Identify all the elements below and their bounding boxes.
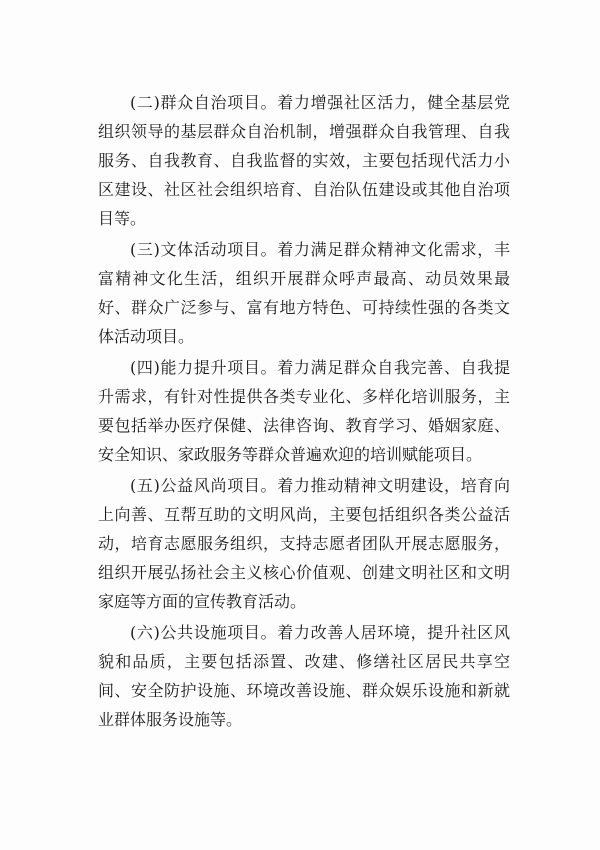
paragraph-capacity-building: (四)能力提升项目。着力满足群众自我完善、自我提升需求，有针对性提供各类专业化、多样化培训服务，主要包括举办医疗保健、法律咨询、教育学习、婚姻家庭、安全知识、家政服务等群众普遍欢迎的培训赋能项目。 (98, 358, 510, 464)
paragraph-cultural-sports: (三)文体活动项目。着力满足群众精神文化需求，丰富精神文化生活，组织开展群众呼声最高、动员效果最好、群众广泛参与、富有地方特色、可持续性强的各类文体活动项目。 (98, 240, 510, 346)
document-body (98, 88, 510, 736)
paragraph-public-welfare: (五)公益风尚项目。着力推动精神文明建设，培育向上向善、互帮互助的文明风尚，主要包括组织各类公益活动，培育志愿服务组织，支持志愿者团队开展志愿服务，组织开展弘扬社会主义核心价值观、创建文明社区和文明家庭等方面的宣传教育活动。 (98, 476, 510, 611)
paragraph-mass-autonomy: (二)群众自治项目。着力增强社区活力，健全基层党组织领导的基层群众自治机制，增强群众自我管理、自我服务、自我教育、自我监督的实效，主要包括现代活力小区建设、社区社会组织培育、自治队伍建设或其他自治项目等。 (98, 93, 510, 228)
paragraph-public-facilities: (六)公共设施项目。着力改善人居环境，提升社区风貌和品质，主要包括添置、改建、修缮社区居民共享空间、安全防护设施、环境改善设施、群众娱乐设施和新就业群体服务设施等。 (98, 623, 510, 729)
